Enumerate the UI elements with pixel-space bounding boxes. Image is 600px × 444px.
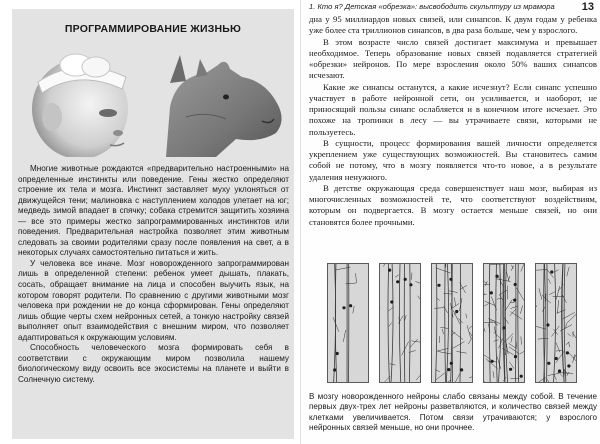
neuron-branch <box>402 342 409 356</box>
neuron-axon <box>515 264 516 383</box>
neuron-branch <box>411 273 412 280</box>
sidebar-paragraph: Многие животные рождаются «предварительно настроенными» на определенные инстинкты или поведение. Гены жестко определяют строение их тела и мозга. Инстинкт заставляет муху уклоняться от движущейся тени; малиновка с наступлением холодов улетает на юг; медведь зимой впадает в спячку; собака стремится защитить хозяина — все это примеры жестко запрограммированных инстинктов или поведения. Предварительная настройка позволяет этим животным следовать за своими родителями сразу после появления на свет, а в некоторых случаях самостоятельно питаться и жить. <box>18 164 289 258</box>
neuron-branch <box>395 275 399 277</box>
neuron-soma <box>404 278 407 281</box>
neuron-soma <box>388 269 391 272</box>
chapter-title: 1. Кто я? Детская «обрезка»: высвободить скульптуру из мрамора <box>309 2 555 11</box>
neuron-branch <box>469 326 472 329</box>
neuron-branch <box>548 373 559 375</box>
neuron-axon <box>388 264 389 383</box>
neuron-branch <box>335 267 350 270</box>
neuron-soma <box>566 351 569 354</box>
neuron-branch <box>521 336 522 344</box>
neuron-branch <box>335 382 336 383</box>
neuron-soma <box>336 352 339 355</box>
neuron-branch <box>520 349 525 355</box>
neuron-branch <box>504 317 509 324</box>
neuron-branch <box>505 300 512 311</box>
neuron-branch <box>468 337 472 344</box>
neuron-axon <box>451 264 452 383</box>
sidebar-title: ПРОГРАММИРОВАНИЕ ЖИЗНЬЮ <box>64 23 242 35</box>
neuron-branch <box>434 308 444 309</box>
neuron-branch <box>390 364 396 365</box>
neuron-branch <box>451 330 463 339</box>
neuron-soma <box>567 364 570 367</box>
neuron-branch <box>519 382 522 383</box>
neuron-axon <box>489 264 490 383</box>
neuron-branch <box>522 264 525 265</box>
sidebar-text <box>18 164 289 385</box>
neuron-branch <box>415 282 421 285</box>
neuron-soma <box>502 326 505 329</box>
neuron-axon <box>436 264 437 383</box>
neuron-panel-6-months <box>431 263 473 383</box>
neuron-branch <box>410 339 418 348</box>
body-paragraph: В этом возрасте число связей достигает максимума и превышает необходимое. Теперь образование новых связей подавляется стратегией «обрезки» нейронов. По мере взросления около 50% ваших синапсов исчезают. <box>309 36 597 81</box>
neuron-branch <box>569 342 570 347</box>
neuron-branch <box>556 286 560 300</box>
neuron-soma <box>460 368 463 371</box>
neuron-branch <box>536 326 546 329</box>
neuron-soma <box>555 357 558 360</box>
neuron-soma <box>333 368 336 371</box>
neuron-branch <box>356 273 357 283</box>
neuron-soma <box>514 283 517 286</box>
neuron-branch <box>568 333 571 336</box>
right-page <box>300 0 600 444</box>
sidebar-images <box>18 47 288 157</box>
neuron-branch <box>554 375 556 381</box>
neuron-soma <box>409 283 412 286</box>
neuron-axon <box>334 264 336 383</box>
neuron-branch <box>383 264 388 267</box>
neuron-branch <box>466 314 467 319</box>
body-paragraph: Какие же синапсы останутся, а какие исчезнут? Если синапс успешно участвует в работе нейронной сети, он усиливается, и наоборот, не приносящий пользы синапс ослабляется и в конечном итоге исчезает. Это похоже на тропинки в лесу — вы утрачиваете связи, которыми не пользуетесь. <box>309 81 597 137</box>
neuron-branch <box>560 373 564 377</box>
neuron-branch <box>548 279 550 284</box>
neuron-branch <box>418 296 421 300</box>
running-header <box>309 1 594 13</box>
neuron-branch <box>436 268 451 273</box>
neuron-branch <box>484 320 485 332</box>
neuron-branch <box>405 315 407 320</box>
neuron-soma <box>495 275 498 278</box>
neuron-soma <box>396 280 399 283</box>
neuron-branch <box>557 300 558 314</box>
neuron-branch <box>442 329 443 334</box>
sidebar-paragraph: У человека все иначе. Мозг новорожденного запрограммирован лишь в определенной степени: ребенок умеет дышать, плакать, сосать, обращает внимание на лица и способен выучить язык, на котором говорят родители. По сравнению с другими животными мозг человека при рождении не до конца сформирован. Гены определяют лишь общие черты схем нейронных сетей, а тонкую настройку связей выполняет опыт взаимодействия с внешним миром, что позволяет адаптироваться к окружающим условиям. <box>18 258 289 342</box>
neuron-axon <box>409 264 410 383</box>
neuron-soma <box>558 369 561 372</box>
neuron-branch <box>440 327 448 328</box>
neuron-soma <box>490 291 493 294</box>
neuron-soma <box>550 270 553 273</box>
neuron-panel-1-month <box>379 263 421 383</box>
neuron-branch <box>547 379 551 383</box>
neuron-branch <box>453 342 465 349</box>
neuron-axon <box>564 264 566 383</box>
neuron-branch <box>439 380 452 383</box>
neuron-branch <box>511 306 518 308</box>
neuron-soma <box>491 360 494 363</box>
neuron-soma <box>546 323 549 326</box>
neuron-branch <box>449 291 458 293</box>
neuron-axon <box>518 264 519 383</box>
neuron-soma <box>513 299 516 302</box>
body-paragraph: В сущности, процесс формирования вашей личности определяется укреплением уже существующих возможностей. Вы становитесь самим собой не потому, что в мозгу появляется что-то новое, а в результате удаления ненужного. <box>309 137 597 182</box>
neuron-branch <box>438 348 449 351</box>
neuron-soma <box>449 278 452 281</box>
neuron-soma <box>547 362 550 365</box>
neuron-branch <box>343 330 345 342</box>
neuron-branch <box>389 323 392 327</box>
neuron-branch <box>493 371 494 378</box>
neuron-panel-2-years <box>483 263 525 383</box>
neuron-branch <box>521 264 524 271</box>
neuron-branch <box>542 295 551 303</box>
neuron-soma <box>514 355 517 358</box>
neuron-branch <box>536 305 537 314</box>
neuron-branch <box>436 373 445 380</box>
neuron-branch <box>538 338 549 339</box>
neuron-branch <box>497 298 501 299</box>
neuron-branch <box>520 305 522 313</box>
neuron-soma <box>455 310 458 313</box>
neuron-figure <box>327 263 577 385</box>
neuron-soma <box>437 284 440 287</box>
neuron-branch <box>547 269 554 278</box>
neuron-branch <box>416 369 421 381</box>
neuron-axon <box>446 264 448 383</box>
neuron-axon <box>505 264 507 383</box>
neuron-branch <box>437 351 451 354</box>
rhino-calf-photo <box>156 47 288 157</box>
neuron-panel-adult <box>535 263 577 383</box>
sidebar-paragraph: Способность человеческого мозга формировать себя в соответствии с окружающим миром позволила нашему биологическому виду освоить все экосистемы на планете и выйти в Солнечную систему. <box>18 343 289 384</box>
neuron-branch <box>567 267 570 276</box>
neuron-axon <box>547 264 548 383</box>
neuron-soma <box>447 368 450 371</box>
neuron-branch <box>567 372 569 376</box>
baby-photo <box>18 47 146 157</box>
body-paragraph: В детстве окружающая среда совершенствует наш мозг, выбирая из многочисленных возможностей те, что соответствуют воздействиям, которым он подвергается. В мозгу остается меньше связей, но они становятся более прочными. <box>309 182 597 227</box>
neuron-soma <box>342 306 345 309</box>
neuron-branch <box>549 292 555 295</box>
neuron-branch <box>509 362 514 369</box>
neuron-axon <box>544 264 545 383</box>
neuron-soma <box>520 375 523 378</box>
sidebar-box <box>12 9 294 439</box>
neuron-soma <box>509 368 512 371</box>
neuron-branch <box>558 287 562 291</box>
neuron-branch <box>469 375 473 378</box>
neuron-soma <box>349 304 352 307</box>
neuron-branch <box>444 306 448 313</box>
neuron-branch <box>484 303 488 306</box>
neuron-axon <box>553 264 555 383</box>
neuron-branch <box>455 298 456 306</box>
neuron-branch <box>457 351 467 353</box>
neuron-branch <box>484 281 487 284</box>
neuron-branch <box>568 352 576 361</box>
neuron-branch <box>536 270 548 271</box>
neuron-soma <box>390 300 393 303</box>
figure-caption: В мозгу новорожденного нейроны слабо связаны между собой. В течение первых двух-трех лет нейроны разветвляются, и количество связей между клетками увеличивается. Потом связи утрачиваются; у взрослого нейронных связей меньше, но они прочнее. <box>309 392 597 432</box>
neuron-soma <box>450 362 453 365</box>
neuron-branch <box>353 306 354 313</box>
main-text <box>309 14 597 228</box>
neuron-branch <box>539 288 542 299</box>
page-number: 13 <box>581 1 594 13</box>
neuron-axon <box>445 264 446 383</box>
neuron-axon <box>460 264 461 383</box>
neuron-branch <box>509 347 519 354</box>
neuron-axon <box>404 264 405 383</box>
body-paragraph: дна у 95 миллиардов новых связей, или синапсов. К двум годам у ребенка уже более ста триллионов синапсов, в два раза больше, чем у взрослого. <box>309 14 597 36</box>
neuron-branch <box>511 336 513 342</box>
neuron-panel-newborn <box>327 263 369 383</box>
